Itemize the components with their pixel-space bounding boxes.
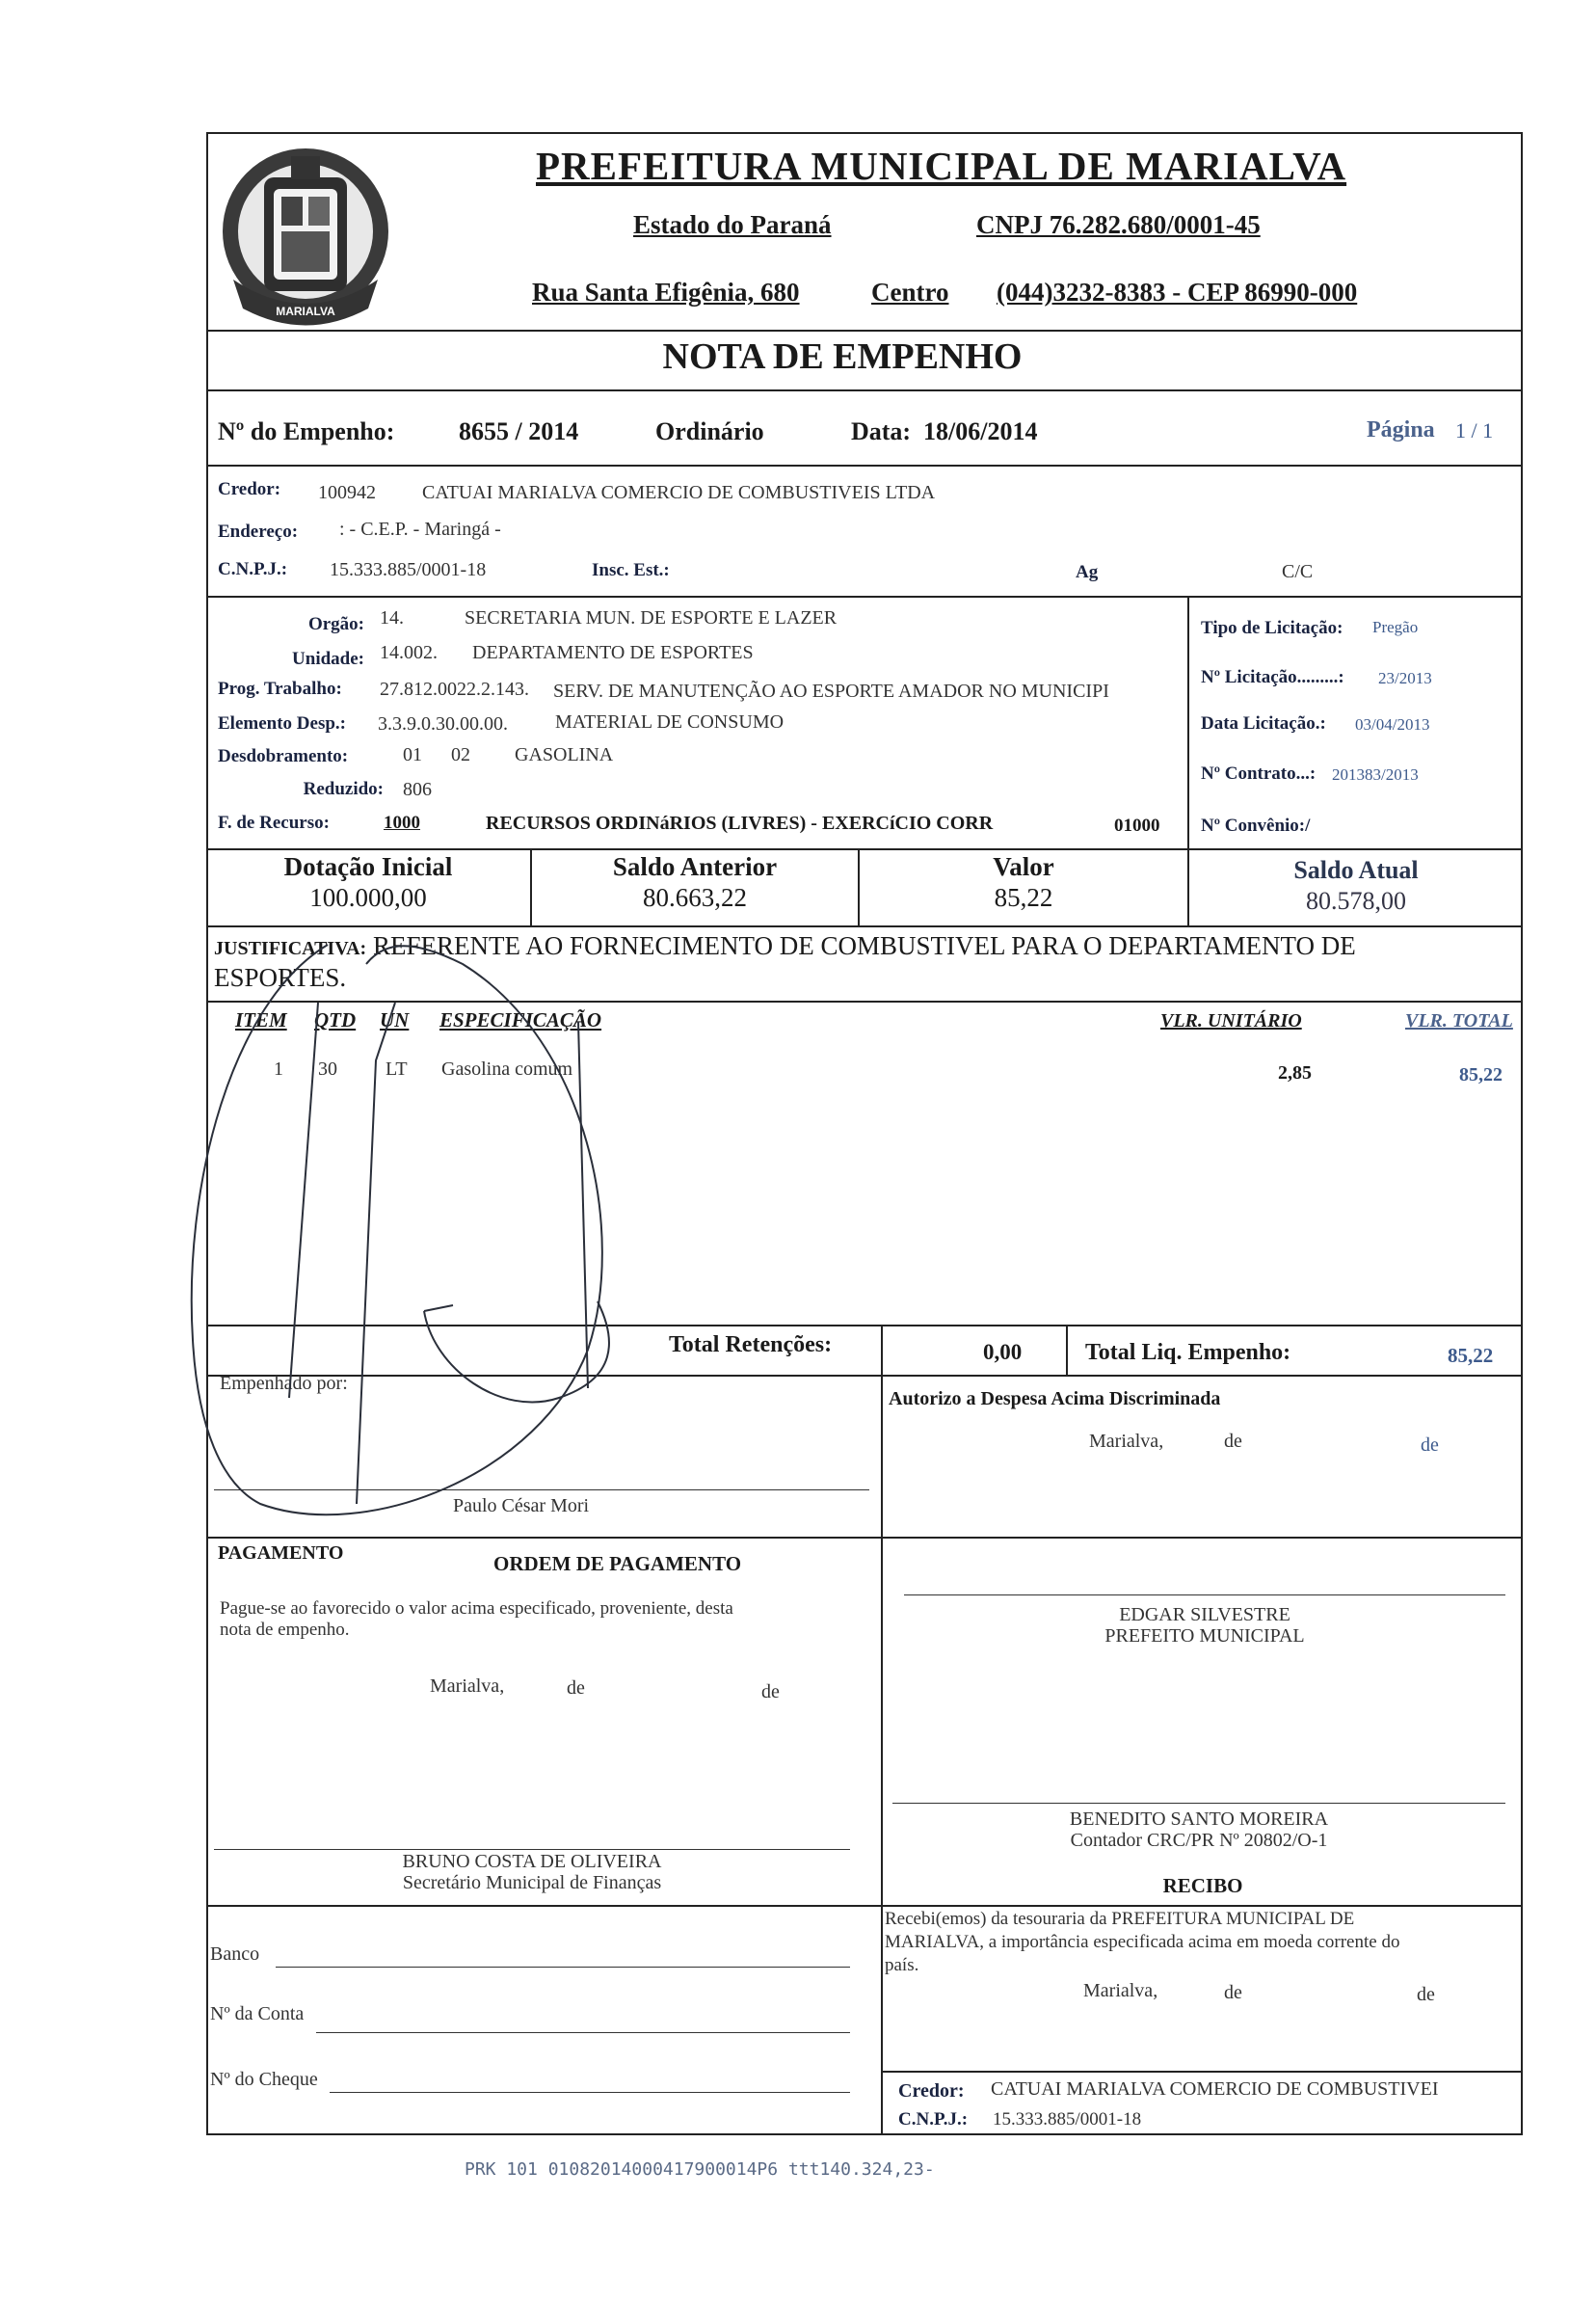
recibo-text-3: país. [885,1955,919,1975]
col-vlr-total-header: VLR. TOTAL [1405,1010,1513,1031]
machine-authentication-stamp: PRK 101 01082014000417900014P6 ttt140.324,23- [465,2159,935,2180]
col-qtd-header: QTD [314,1008,357,1031]
empenho-date: 18/06/2014 [923,417,1038,445]
prefeito-title: PREFEITO MUNICIPAL [1104,1625,1305,1647]
header-phone-cep: (044)3232-8383 - CEP 86990-000 [997,278,1358,307]
page-number: 1 / 1 [1455,418,1494,442]
agencia-label: Ag [1076,562,1099,582]
conta-label: Nº da Conta [210,2003,305,2024]
state-name: Estado do Paraná [633,210,832,239]
secretario-title: Secretário Municipal de Finanças [402,1872,662,1893]
prog-trabalho-name: SERV. DE MANUTENÇÃO AO ESPORTE AMADOR NO MUNICIPI [553,681,1109,702]
item-especificacao: Gasolina comum [441,1058,573,1080]
item-qtd: 30 [318,1058,337,1080]
elemento-label: Elemento Desp.: [218,713,346,734]
pagamento-text-1: Pague-se ao favorecido o valor acima especificado, proveniente, desta [220,1598,733,1619]
prog-trabalho-label: Prog. Trabalho: [218,679,342,699]
recibo-text-1: Recebi(emos) da tesouraria da PREFEITURA MUNICIPAL DE [885,1909,1355,1929]
convenio-label: Nº Convênio:/ [1201,816,1311,836]
valor-value: 85,22 [994,883,1053,912]
reduzido-label: Reduzido: [303,779,384,799]
col-un-header: UN [380,1008,410,1031]
document-title: NOTA DE EMPENHO [662,336,1023,377]
contador-name: BENEDITO SANTO MOREIRA [1069,1808,1329,1830]
recibo-text-2: MARIALVA, a importância especificada acima em moeda corrente do [885,1932,1400,1952]
header-district: Centro [871,278,949,307]
total-liquido-label: Total Liq. Empenho: [1085,1340,1291,1365]
total-retencoes-label: Total Retenções: [669,1332,833,1357]
elemento-name: MATERIAL DE CONSUMO [555,711,785,733]
autorizo-text: Autorizo a Despesa Acima Discriminada [889,1388,1221,1409]
unidade-name: DEPARTAMENTO DE ESPORTES [472,642,754,663]
desdobramento-label: Desdobramento: [218,746,349,766]
credor-code: 100942 [318,482,376,503]
pagamento-de-1: de [567,1677,585,1699]
seal-banner-text: MARIALVA [276,305,335,318]
saldo-atual-value: 80.578,00 [1306,887,1406,915]
total-liquido-value: 85,22 [1448,1344,1494,1367]
col-vlr-unitario-header: VLR. UNITÁRIO [1160,1010,1302,1031]
saldo-anterior-value: 80.663,22 [643,883,747,912]
col-especificacao-header: ESPECIFICAÇÃO [439,1008,602,1031]
autorizo-de-2: de [1421,1434,1439,1456]
empenhado-por-label: Empenhado por: [220,1373,348,1394]
justificativa-line2: ESPORTES. [214,963,347,992]
item-vlr-total: 85,22 [1459,1064,1503,1085]
recibo-de-2: de [1417,1984,1435,2005]
fonte-recurso-label: F. de Recurso: [218,813,330,833]
contrato-number: 201383/2013 [1332,765,1419,784]
pagamento-city: Marialva, [430,1675,505,1697]
contrato-label: Nº Contrato...: [1201,764,1317,784]
num-licitacao: 23/2013 [1378,669,1432,687]
fonte-recurso-number: 01000 [1114,816,1160,836]
col-item-header: ITEM [235,1008,287,1031]
item-vlr-unitario: 2,85 [1278,1062,1312,1084]
saldo-anterior-label: Saldo Anterior [612,852,778,881]
unidade-label: Unidade: [292,649,364,669]
header-address: Rua Santa Efigênia, 680 [532,278,800,307]
page-label: Página [1367,417,1435,442]
recibo-cnpj: 15.333.885/0001-18 [993,2109,1142,2130]
cheque-label: Nº do Cheque [210,2069,318,2090]
saldo-atual-label: Saldo Atual [1293,856,1419,884]
item-un: LT [386,1058,408,1080]
tipo-licitacao-label: Tipo de Licitação: [1201,618,1343,638]
reduzido-value: 806 [403,779,432,800]
insc-est-label: Insc. Est.: [592,560,670,580]
empenho-type: Ordinário [655,417,764,445]
secretario-name: BRUNO COSTA DE OLIVEIRA [402,1851,662,1872]
tipo-licitacao: Pregão [1372,618,1419,636]
recibo-credor-label: Credor: [898,2080,965,2102]
desdobramento-b: 02 [451,744,470,765]
prog-trabalho-code: 27.812.0022.2.143. [380,679,529,700]
valor-label: Valor [993,852,1054,881]
empenho-number-label: Nº do Empenho: [218,417,395,445]
pagamento-text-2: nota de empenho. [220,1620,350,1640]
credor-name: CATUAI MARIALVA COMERCIO DE COMBUSTIVEIS LTDA [422,482,936,503]
credor-cnpj: 15.333.885/0001-18 [330,559,487,580]
justificativa-line1: REFERENTE AO FORNECIMENTO DE COMBUSTIVEL PARA O DEPARTAMENTO DE [372,931,1356,960]
justificativa-label: JUSTIFICATIVA: [214,938,367,959]
prefeito-name: EDGAR SILVESTRE [1119,1604,1290,1625]
header-cnpj: CNPJ 76.282.680/0001-45 [976,210,1261,239]
data-licitacao-label: Data Licitação.: [1201,713,1326,734]
prefeitura-title: PREFEITURA MUNICIPAL DE MARIALVA [536,144,1347,188]
dotacao-inicial-label: Dotação Inicial [283,852,453,881]
recibo-de-1: de [1224,1982,1242,2003]
contador-title: Contador CRC/PR Nº 20802/O-1 [1070,1830,1328,1851]
recibo-cnpj-label: C.N.P.J.: [898,2109,969,2130]
ordem-pagamento-title: ORDEM DE PAGAMENTO [493,1552,742,1575]
empenhado-por-name: Paulo César Mori [453,1495,590,1516]
credor-cnpj-label: C.N.P.J.: [218,559,288,579]
endereco-value: : - C.E.P. - Maringá - [339,519,501,540]
banco-label: Banco [210,1943,260,1965]
elemento-code: 3.3.9.0.30.00.00. [378,713,508,735]
unidade-code: 14.002. [380,642,438,663]
desdobramento-name: GASOLINA [515,744,614,765]
autorizo-de-1: de [1224,1431,1242,1452]
pagamento-label: PAGAMENTO [218,1542,344,1564]
orgao-label: Orgão: [307,614,364,634]
empenho-date-label: Data: [851,417,912,445]
credor-label: Credor: [218,479,281,499]
fonte-recurso-name: RECURSOS ORDINáRIOS (LIVRES) - EXERCíCIO CORR [486,813,994,834]
recibo-title: RECIBO [1162,1874,1243,1897]
desdobramento-a: 01 [403,744,422,765]
empenho-number: 8655 / 2014 [459,417,579,445]
conta-corrente-label: C/C [1282,561,1314,582]
autorizo-city: Marialva, [1089,1431,1164,1452]
item-number: 1 [274,1058,283,1080]
pagamento-de-2: de [761,1681,780,1702]
recibo-credor-name: CATUAI MARIALVA COMERCIO DE COMBUSTIVEI [991,2078,1439,2100]
dotacao-inicial-value: 100.000,00 [309,883,427,912]
total-retencoes-value: 0,00 [983,1340,1023,1364]
recibo-city: Marialva, [1083,1980,1158,2001]
fonte-recurso-code: 1000 [384,813,420,833]
data-licitacao: 03/04/2013 [1355,715,1430,734]
orgao-code: 14. [380,607,404,629]
num-licitacao-label: Nº Licitação.........: [1201,667,1344,687]
orgao-name: SECRETARIA MUN. DE ESPORTE E LAZER [465,607,838,629]
endereco-label: Endereço: [218,522,299,542]
